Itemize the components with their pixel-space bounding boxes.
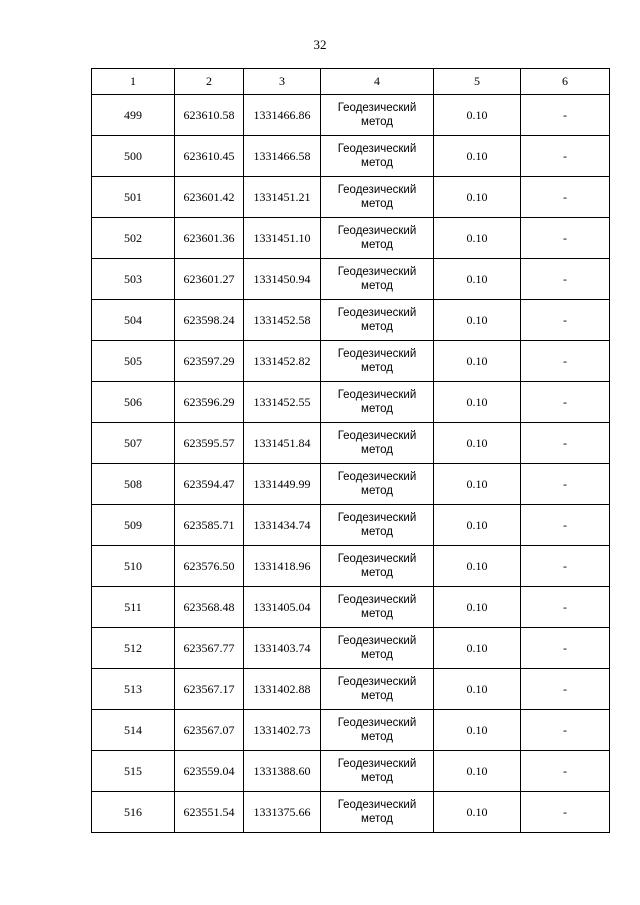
method-line-1: Геодезический bbox=[337, 307, 417, 319]
method-line-2: метод bbox=[361, 608, 393, 620]
column-header: 3 bbox=[244, 69, 321, 95]
point-number-cell: 513 bbox=[92, 669, 175, 710]
point-number-cell: 504 bbox=[92, 300, 175, 341]
note-cell: - bbox=[521, 505, 610, 546]
x-coordinate-cell: 623567.07 bbox=[175, 710, 244, 751]
method-cell bbox=[321, 95, 434, 136]
table-row bbox=[92, 341, 610, 382]
note-cell: - bbox=[521, 710, 610, 751]
x-coordinate-cell: 623601.42 bbox=[175, 177, 244, 218]
accuracy-cell: 0.10 bbox=[434, 136, 521, 177]
method-line-2: метод bbox=[361, 321, 393, 333]
y-coordinate-cell: 1331449.99 bbox=[244, 464, 321, 505]
note-cell: - bbox=[521, 218, 610, 259]
point-number-cell: 510 bbox=[92, 546, 175, 587]
y-coordinate-cell: 1331418.96 bbox=[244, 546, 321, 587]
note-cell: - bbox=[521, 259, 610, 300]
note-cell: - bbox=[521, 669, 610, 710]
method-cell bbox=[321, 546, 434, 587]
accuracy-cell: 0.10 bbox=[434, 177, 521, 218]
y-coordinate-cell: 1331451.84 bbox=[244, 423, 321, 464]
y-coordinate-cell: 1331451.10 bbox=[244, 218, 321, 259]
accuracy-cell: 0.10 bbox=[434, 259, 521, 300]
accuracy-cell: 0.10 bbox=[434, 505, 521, 546]
method-line-1: Геодезический bbox=[337, 143, 417, 155]
method-line-2: метод bbox=[361, 280, 393, 292]
point-number-cell: 515 bbox=[92, 751, 175, 792]
point-number-cell: 512 bbox=[92, 628, 175, 669]
method-cell bbox=[321, 751, 434, 792]
x-coordinate-cell: 623610.58 bbox=[175, 95, 244, 136]
header-row bbox=[92, 69, 610, 95]
method-line-2: метод bbox=[361, 444, 393, 456]
x-coordinate-cell: 623610.45 bbox=[175, 136, 244, 177]
y-coordinate-cell: 1331375.66 bbox=[244, 792, 321, 833]
accuracy-cell: 0.10 bbox=[434, 628, 521, 669]
method-cell bbox=[321, 710, 434, 751]
method-line-1: Геодезический bbox=[337, 348, 417, 360]
accuracy-cell: 0.10 bbox=[434, 218, 521, 259]
method-line-1: Геодезический bbox=[337, 430, 417, 442]
accuracy-cell: 0.10 bbox=[434, 710, 521, 751]
method-line-2: метод bbox=[361, 772, 393, 784]
point-number-cell: 506 bbox=[92, 382, 175, 423]
method-line-1: Геодезический bbox=[337, 635, 417, 647]
x-coordinate-cell: 623567.77 bbox=[175, 628, 244, 669]
method-line-2: метод bbox=[361, 485, 393, 497]
point-number-cell: 501 bbox=[92, 177, 175, 218]
table-row bbox=[92, 710, 610, 751]
table-row bbox=[92, 300, 610, 341]
method-line-1: Геодезический bbox=[337, 266, 417, 278]
y-coordinate-cell: 1331452.55 bbox=[244, 382, 321, 423]
table-row bbox=[92, 628, 610, 669]
note-cell: - bbox=[521, 423, 610, 464]
method-cell bbox=[321, 341, 434, 382]
x-coordinate-cell: 623598.24 bbox=[175, 300, 244, 341]
method-line-1: Геодезический bbox=[337, 471, 417, 483]
method-cell bbox=[321, 505, 434, 546]
note-cell: - bbox=[521, 95, 610, 136]
accuracy-cell: 0.10 bbox=[434, 587, 521, 628]
point-number-cell: 505 bbox=[92, 341, 175, 382]
method-cell bbox=[321, 136, 434, 177]
point-number-cell: 507 bbox=[92, 423, 175, 464]
accuracy-cell: 0.10 bbox=[434, 382, 521, 423]
table-row bbox=[92, 423, 610, 464]
point-number-cell: 516 bbox=[92, 792, 175, 833]
method-line-2: метод bbox=[361, 567, 393, 579]
method-line-2: метод bbox=[361, 731, 393, 743]
x-coordinate-cell: 623568.48 bbox=[175, 587, 244, 628]
method-line-2: метод bbox=[361, 403, 393, 415]
x-coordinate-cell: 623595.57 bbox=[175, 423, 244, 464]
method-line-1: Геодезический bbox=[337, 594, 417, 606]
method-line-1: Геодезический bbox=[337, 799, 417, 811]
method-line-1: Геодезический bbox=[337, 676, 417, 688]
table-row bbox=[92, 669, 610, 710]
x-coordinate-cell: 623601.36 bbox=[175, 218, 244, 259]
x-coordinate-cell: 623594.47 bbox=[175, 464, 244, 505]
y-coordinate-cell: 1331434.74 bbox=[244, 505, 321, 546]
method-cell bbox=[321, 669, 434, 710]
note-cell: - bbox=[521, 587, 610, 628]
point-number-cell: 508 bbox=[92, 464, 175, 505]
y-coordinate-cell: 1331452.58 bbox=[244, 300, 321, 341]
accuracy-cell: 0.10 bbox=[434, 751, 521, 792]
coordinates-table bbox=[91, 68, 610, 833]
method-line-2: метод bbox=[361, 649, 393, 661]
table-row bbox=[92, 218, 610, 259]
note-cell: - bbox=[521, 628, 610, 669]
method-line-1: Геодезический bbox=[337, 758, 417, 770]
column-header: 5 bbox=[434, 69, 521, 95]
note-cell: - bbox=[521, 464, 610, 505]
table-row bbox=[92, 177, 610, 218]
method-line-1: Геодезический bbox=[337, 512, 417, 524]
column-header: 1 bbox=[92, 69, 175, 95]
column-header: 6 bbox=[521, 69, 610, 95]
method-cell bbox=[321, 382, 434, 423]
x-coordinate-cell: 623585.71 bbox=[175, 505, 244, 546]
point-number-cell: 511 bbox=[92, 587, 175, 628]
table-body bbox=[92, 95, 610, 833]
note-cell: - bbox=[521, 177, 610, 218]
accuracy-cell: 0.10 bbox=[434, 669, 521, 710]
note-cell: - bbox=[521, 546, 610, 587]
method-line-2: метод bbox=[361, 239, 393, 251]
x-coordinate-cell: 623551.54 bbox=[175, 792, 244, 833]
method-cell bbox=[321, 792, 434, 833]
x-coordinate-cell: 623567.17 bbox=[175, 669, 244, 710]
y-coordinate-cell: 1331403.74 bbox=[244, 628, 321, 669]
method-line-1: Геодезический bbox=[337, 184, 417, 196]
accuracy-cell: 0.10 bbox=[434, 792, 521, 833]
method-line-2: метод bbox=[361, 362, 393, 374]
x-coordinate-cell: 623597.29 bbox=[175, 341, 244, 382]
y-coordinate-cell: 1331450.94 bbox=[244, 259, 321, 300]
accuracy-cell: 0.10 bbox=[434, 546, 521, 587]
table-row bbox=[92, 505, 610, 546]
method-line-1: Геодезический bbox=[337, 102, 417, 114]
note-cell: - bbox=[521, 300, 610, 341]
point-number-cell: 500 bbox=[92, 136, 175, 177]
method-cell bbox=[321, 423, 434, 464]
note-cell: - bbox=[521, 136, 610, 177]
method-cell bbox=[321, 300, 434, 341]
note-cell: - bbox=[521, 382, 610, 423]
accuracy-cell: 0.10 bbox=[434, 300, 521, 341]
table-row bbox=[92, 136, 610, 177]
x-coordinate-cell: 623559.04 bbox=[175, 751, 244, 792]
point-number-cell: 502 bbox=[92, 218, 175, 259]
method-line-2: метод bbox=[361, 526, 393, 538]
point-number-cell: 514 bbox=[92, 710, 175, 751]
method-line-2: метод bbox=[361, 157, 393, 169]
table-row bbox=[92, 751, 610, 792]
method-cell bbox=[321, 218, 434, 259]
accuracy-cell: 0.10 bbox=[434, 423, 521, 464]
table-row bbox=[92, 95, 610, 136]
x-coordinate-cell: 623601.27 bbox=[175, 259, 244, 300]
method-line-2: метод bbox=[361, 690, 393, 702]
method-line-1: Геодезический bbox=[337, 389, 417, 401]
method-cell bbox=[321, 587, 434, 628]
note-cell: - bbox=[521, 751, 610, 792]
y-coordinate-cell: 1331466.86 bbox=[244, 95, 321, 136]
method-cell bbox=[321, 464, 434, 505]
method-line-1: Геодезический bbox=[337, 225, 417, 237]
y-coordinate-cell: 1331405.04 bbox=[244, 587, 321, 628]
table-row bbox=[92, 587, 610, 628]
accuracy-cell: 0.10 bbox=[434, 464, 521, 505]
table-row bbox=[92, 792, 610, 833]
table-row bbox=[92, 546, 610, 587]
method-line-2: метод bbox=[361, 813, 393, 825]
y-coordinate-cell: 1331466.58 bbox=[244, 136, 321, 177]
method-cell bbox=[321, 259, 434, 300]
table-row bbox=[92, 464, 610, 505]
y-coordinate-cell: 1331388.60 bbox=[244, 751, 321, 792]
table-row bbox=[92, 259, 610, 300]
y-coordinate-cell: 1331451.21 bbox=[244, 177, 321, 218]
method-line-1: Геодезический bbox=[337, 717, 417, 729]
point-number-cell: 509 bbox=[92, 505, 175, 546]
x-coordinate-cell: 623596.29 bbox=[175, 382, 244, 423]
column-header: 2 bbox=[175, 69, 244, 95]
method-line-1: Геодезический bbox=[337, 553, 417, 565]
method-cell bbox=[321, 628, 434, 669]
method-cell bbox=[321, 177, 434, 218]
point-number-cell: 503 bbox=[92, 259, 175, 300]
method-line-2: метод bbox=[361, 116, 393, 128]
column-header: 4 bbox=[321, 69, 434, 95]
y-coordinate-cell: 1331402.73 bbox=[244, 710, 321, 751]
x-coordinate-cell: 623576.50 bbox=[175, 546, 244, 587]
note-cell: - bbox=[521, 341, 610, 382]
table-row bbox=[92, 382, 610, 423]
method-line-2: метод bbox=[361, 198, 393, 210]
point-number-cell: 499 bbox=[92, 95, 175, 136]
accuracy-cell: 0.10 bbox=[434, 95, 521, 136]
y-coordinate-cell: 1331402.88 bbox=[244, 669, 321, 710]
accuracy-cell: 0.10 bbox=[434, 341, 521, 382]
note-cell: - bbox=[521, 792, 610, 833]
page-number: 32 bbox=[313, 37, 327, 52]
y-coordinate-cell: 1331452.82 bbox=[244, 341, 321, 382]
